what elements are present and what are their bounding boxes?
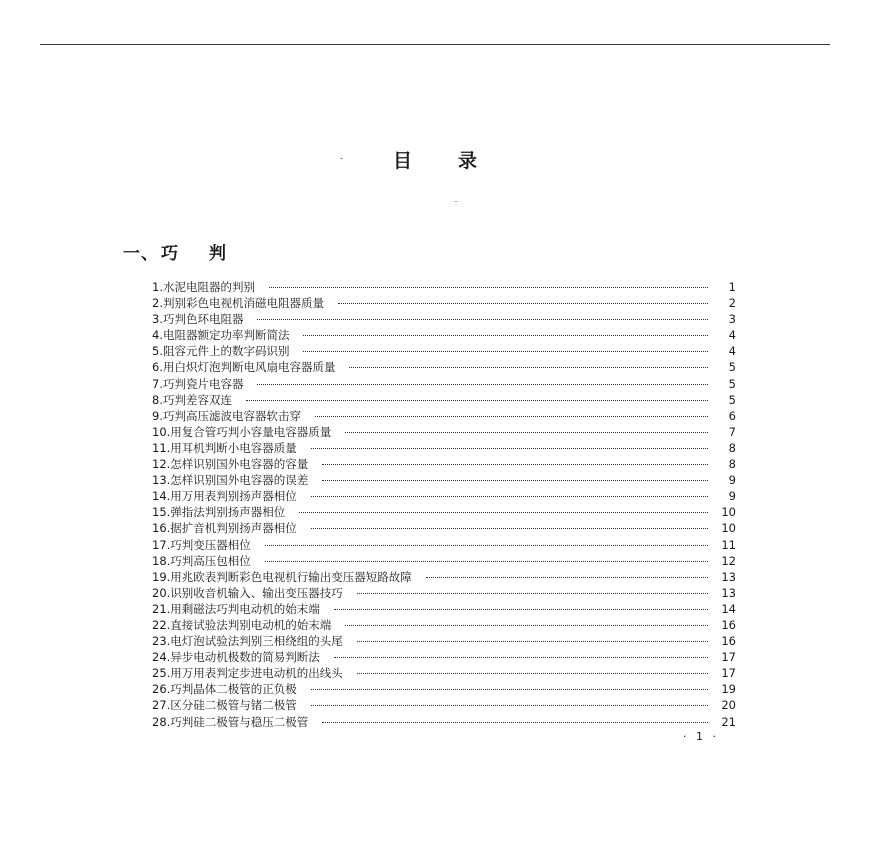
- toc-entry: [152, 359, 736, 375]
- page-title: [0, 146, 870, 173]
- toc-entry-page: 21: [721, 714, 736, 729]
- toc-entry-number: 21.: [152, 601, 171, 616]
- toc-entry: [152, 440, 736, 456]
- toc-leader-dots: [334, 656, 708, 658]
- toc-entry-title: 巧判瓷片电容器: [162, 376, 244, 391]
- section-title-char: 巧: [161, 244, 179, 264]
- toc-entry-number: 8.: [152, 392, 163, 407]
- toc-entry-title: 巧判高压滤波电容器软击穿: [162, 408, 301, 423]
- toc-entry: [152, 504, 736, 520]
- toc-leader-dots: [257, 383, 708, 385]
- page-title-char: 目: [392, 150, 458, 172]
- toc-entry: [152, 697, 736, 713]
- toc-entry-page: 16: [721, 634, 736, 649]
- toc-leader-dots: [311, 495, 708, 497]
- toc-entry-title: 巧判晶体二极管的正负极: [170, 682, 297, 697]
- toc-leader-dots: [257, 318, 708, 320]
- toc-entry-page: 11: [721, 537, 736, 552]
- toc-entry-number: 17.: [152, 537, 171, 552]
- toc-entry-number: 27.: [152, 698, 171, 713]
- toc-entry-title: 巧判高压包相位: [170, 553, 251, 568]
- toc-entry-page: 12: [721, 553, 736, 568]
- toc-entry-number: 15.: [152, 505, 171, 520]
- toc-entry-title: 电灯泡试验法判别三相绕组的头尾: [170, 634, 343, 649]
- toc-entry-number: 1.: [152, 280, 163, 294]
- toc-entry-page: 8: [728, 440, 736, 455]
- toc-entry: [152, 343, 736, 359]
- toc-entry-title: 弹指法判别扬声器相位: [170, 505, 286, 520]
- toc-entry-title: 异步电动机极数的简易判断法: [170, 650, 320, 665]
- toc-entry-number: 19.: [152, 569, 171, 584]
- scan-speck: [455, 201, 457, 202]
- toc-entry-title: 巧判色环电阻器: [162, 312, 244, 327]
- toc-entry-number: 9.: [152, 408, 163, 423]
- toc-entry-number: 3.: [152, 312, 163, 327]
- toc-entry-number: 22.: [152, 617, 171, 632]
- toc-entry-title: 区分硅二极管与锗二极管: [170, 698, 297, 713]
- toc-entry: [152, 392, 736, 408]
- toc-entry-title: 用万用表判定步进电动机的出线头: [170, 666, 343, 681]
- toc-entry-number: 13.: [152, 473, 171, 488]
- toc-entry-title: 用复合管巧判小容量电容器质量: [170, 424, 332, 439]
- toc-entry: [152, 633, 736, 649]
- toc-entry-page: 5: [728, 392, 736, 407]
- toc-entry-title: 水泥电阻器的判别: [162, 280, 255, 294]
- toc-leader-dots: [246, 399, 708, 401]
- toc-entry-page: 10: [721, 521, 736, 536]
- toc-entry-title: 识别收音机输入、输出变压器技巧: [170, 585, 343, 600]
- toc-entry-title: 巧判硅二极管与稳压二极管: [170, 714, 309, 729]
- toc-entry-number: 25.: [152, 666, 171, 681]
- toc-entry: [152, 585, 736, 601]
- toc-entry-page: 6: [728, 408, 736, 423]
- toc-leader-dots: [269, 286, 708, 288]
- page-number: · 1 ·: [683, 730, 719, 743]
- toc-entry-page: 13: [721, 585, 736, 600]
- toc-entry-page: 9: [728, 473, 736, 488]
- toc-entry-title: 据扩音机判别扬声器相位: [170, 521, 297, 536]
- section-heading: [123, 239, 227, 264]
- toc-leader-dots: [426, 576, 708, 578]
- toc-leader-dots: [349, 366, 708, 368]
- toc-entry: [152, 553, 736, 569]
- toc-entry-number: 18.: [152, 553, 171, 568]
- toc-leader-dots: [303, 350, 708, 352]
- toc-entry-title: 用白炽灯泡判断电风扇电容器质量: [162, 360, 336, 375]
- toc-entry: [152, 714, 736, 730]
- toc-entry-number: 12.: [152, 457, 171, 472]
- toc-entry-page: 4: [728, 328, 736, 343]
- toc-entry: [152, 327, 736, 343]
- toc-entry-title: 巧判变压器相位: [170, 537, 251, 552]
- toc-leader-dots: [334, 608, 708, 610]
- toc-entry: [152, 569, 736, 585]
- toc-entry: [152, 488, 736, 504]
- toc-entry-number: 4.: [152, 328, 163, 343]
- toc-leader-dots: [265, 544, 708, 546]
- toc-entry-title: 用万用表判别扬声器相位: [170, 489, 297, 504]
- toc-entry-title: 怎样识别国外电容器的误差: [170, 473, 309, 488]
- toc-entry: [152, 424, 736, 440]
- toc-list: [152, 279, 736, 730]
- toc-entry-title: 巧判差容双连: [162, 392, 232, 407]
- toc-entry: [152, 472, 736, 488]
- toc-entry-title: 阻容元件上的数字码识别: [162, 344, 290, 359]
- toc-entry-page: 8: [728, 457, 736, 472]
- header-rule: [40, 44, 830, 45]
- toc-leader-dots: [303, 334, 708, 336]
- toc-entry: [152, 537, 736, 553]
- toc-entry-page: 17: [721, 650, 736, 665]
- toc-leader-dots: [299, 511, 708, 513]
- toc-entry-number: 16.: [152, 521, 171, 536]
- toc-leader-dots: [315, 415, 708, 417]
- toc-entry-page: 7: [728, 424, 736, 439]
- toc-entry: [152, 376, 736, 392]
- toc-entry-page: 2: [728, 296, 736, 311]
- section-title-char: 判: [209, 244, 227, 264]
- toc-leader-dots: [322, 479, 708, 481]
- toc-entry-title: 用剩磁法巧判电动机的始末端: [170, 601, 320, 616]
- page-title-char: 录: [458, 150, 524, 172]
- toc-entry: [152, 665, 736, 681]
- toc-entry-title: 电阻器额定功率判断简法: [162, 328, 290, 343]
- toc-leader-dots: [357, 592, 708, 594]
- toc-entry: [152, 295, 736, 311]
- toc-entry-number: 11.: [152, 440, 171, 455]
- toc-entry: [152, 681, 736, 697]
- toc-leader-dots: [338, 302, 708, 304]
- toc-leader-dots: [322, 463, 708, 465]
- toc-entry-number: 2.: [152, 296, 163, 311]
- toc-entry-page: 1: [728, 280, 736, 294]
- toc-entry-number: 26.: [152, 682, 171, 697]
- toc-entry-page: 10: [721, 505, 736, 520]
- toc-entry: [152, 649, 736, 665]
- toc-entry-page: 9: [728, 489, 736, 504]
- toc-entry-page: 17: [721, 666, 736, 681]
- toc-entry-page: 14: [721, 601, 736, 616]
- toc-entry-number: 6.: [152, 360, 163, 375]
- toc-entry-number: 7.: [152, 376, 163, 391]
- toc-entry-title: 判别彩色电视机消磁电阻器质量: [162, 296, 324, 311]
- toc-entry-number: 28.: [152, 714, 171, 729]
- toc-leader-dots: [311, 688, 708, 690]
- toc-entry: [152, 520, 736, 536]
- toc-entry-page: 13: [721, 569, 736, 584]
- toc-entry-page: 4: [728, 344, 736, 359]
- toc-entry-title: 直接试验法判别电动机的始末端: [170, 617, 332, 632]
- toc-entry-title: 怎样识别国外电容器的容量: [170, 457, 309, 472]
- toc-entry-page: 19: [721, 682, 736, 697]
- toc-entry-number: 5.: [152, 344, 163, 359]
- toc-entry-number: 23.: [152, 634, 171, 649]
- toc-leader-dots: [311, 704, 708, 706]
- toc-leader-dots: [357, 672, 708, 674]
- toc-entry-number: 20.: [152, 585, 171, 600]
- section-number: 一、: [123, 244, 159, 264]
- toc-entry-page: 3: [728, 312, 736, 327]
- toc-entry-number: 10.: [152, 424, 171, 439]
- toc-entry-number: 24.: [152, 650, 171, 665]
- toc-entry-page: 16: [721, 617, 736, 632]
- toc-entry-page: 5: [728, 376, 736, 391]
- toc-entry: [152, 408, 736, 424]
- toc-entry-page: 20: [721, 698, 736, 713]
- toc-leader-dots: [322, 721, 708, 723]
- toc-entry-title: 用耳机判断小电容器质量: [170, 440, 297, 455]
- toc-entry: [152, 617, 736, 633]
- toc-entry-page: 5: [728, 360, 736, 375]
- toc-leader-dots: [265, 560, 708, 562]
- toc-entry: [152, 279, 736, 295]
- toc-entry-title: 用兆欧表判断彩色电视机行输出变压器短路故障: [170, 569, 412, 584]
- toc-leader-dots: [311, 447, 708, 449]
- toc-leader-dots: [345, 624, 708, 626]
- toc-entry: [152, 601, 736, 617]
- toc-entry: [152, 456, 736, 472]
- toc-entry: [152, 311, 736, 327]
- toc-leader-dots: [311, 527, 708, 529]
- toc-leader-dots: [357, 640, 708, 642]
- toc-entry-number: 14.: [152, 489, 171, 504]
- toc-leader-dots: [345, 431, 708, 433]
